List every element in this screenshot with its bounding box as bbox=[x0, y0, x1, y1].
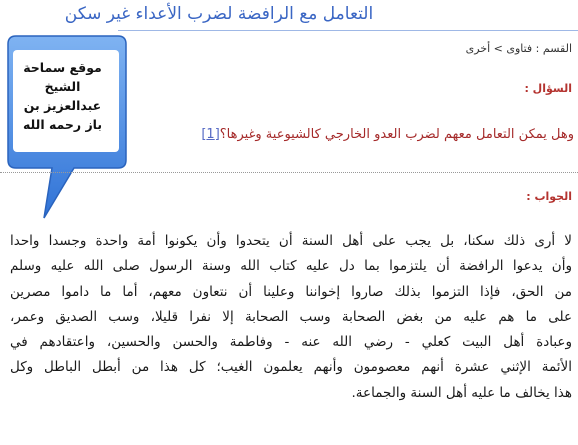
answer-body bbox=[10, 229, 572, 406]
logo-line: موقع سماحة bbox=[23, 60, 102, 75]
answer-line: الأئمة الإثني عشرة أنهم معصومون وأنهم يعلمون الغيب؛ كل هذا من أبطل الباطل وكل bbox=[10, 359, 572, 376]
logo-line: الشيخ bbox=[44, 79, 81, 94]
answer-label: الجواب : bbox=[526, 190, 572, 203]
answer-line: وعبادة أهل البيت كعلي - رضي الله عنه - وفاطمة والحسن والحسين، واعتقادهم في bbox=[10, 334, 572, 351]
answer-line: لا أرى ذلك سكنا، بل يجب على أهل السنة أن يتحدوا وأن يكونوا أمة واحدة وجسدا واحدا bbox=[10, 233, 572, 249]
breadcrumb[interactable]: القسم : فتاوى > أخرى bbox=[465, 42, 572, 55]
question-text-row bbox=[126, 125, 574, 145]
logo-line: عبدالعزيز بن bbox=[23, 98, 102, 113]
answer-line: من الحق، فإذا التزموا بذلك صاروا إخواننا وعلينا أن نتعاون معهم، أما ما داموا مصرين bbox=[10, 283, 572, 300]
footnote-ref-link[interactable]: [1] bbox=[201, 127, 220, 142]
logo-text bbox=[11, 58, 114, 134]
answer-line: وأن يدعوا الرافضة أن يلتزموا بما دل عليه كتاب الله وسنة الرسول صلى الله عليه وسلم bbox=[10, 258, 572, 275]
answer-line: هذا يخالف ما عليه أهل السنة والجماعة. bbox=[351, 384, 572, 401]
question-label: السؤال : bbox=[524, 82, 572, 95]
question-text: وهل يمكن التعامل معهم لضرب العدو الخارجي كالشيوعية وغيرها؟ bbox=[219, 127, 574, 142]
answer-line: على ما هم عليه من بغض الصحابة وسب الصحابة إلا نفرا قليلا، وسب الصديق وعمر، bbox=[10, 308, 572, 325]
logo-line: باز رحمه الله bbox=[22, 117, 103, 132]
title-underline bbox=[118, 30, 578, 31]
section-divider bbox=[0, 172, 578, 173]
page-title: التعامل مع الرافضة لضرب الأعداء غير سكن bbox=[64, 4, 374, 24]
